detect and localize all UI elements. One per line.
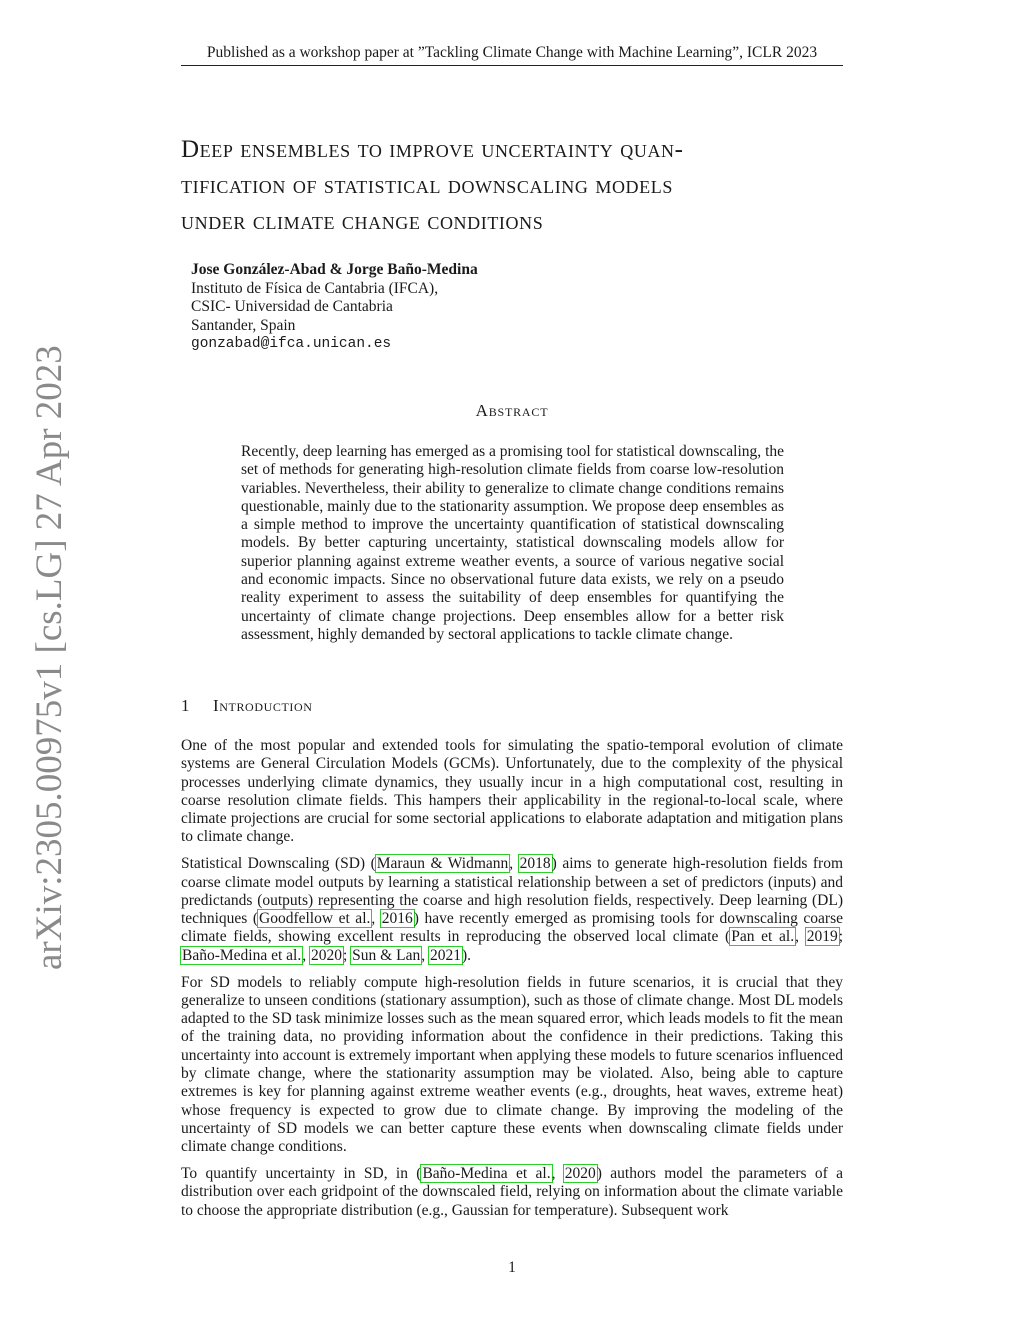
citation-link[interactable]: Pan et al. — [731, 928, 795, 946]
introduction-body — [181, 737, 843, 1228]
section-title: Introduction — [213, 696, 313, 715]
author-names: Jose González-Abad & Jorge Baño-Medina — [191, 261, 478, 278]
paragraph: One of the most popular and extended tools for simulating the spatio-temporal evolution of climate systems are General Circulation Models (GCMs). Unfortunately, due to the complexity of the physical processes underlying climate dynamics, they usually incur in a high computational cost, resulting in coarse resolution climate fields. This hampers their applicability in the regional-to-local scale, where climate projections are crucial for some sectorial applications to elaborate adaptation and mitigation plans to climate change. — [181, 737, 843, 846]
citation-link[interactable]: 2020 — [564, 1165, 596, 1183]
citation-link[interactable]: 2018 — [519, 855, 551, 873]
citation-link[interactable]: Maraun & Widmann — [376, 855, 509, 873]
citation-link[interactable]: Baño-Medina et al. — [182, 946, 302, 964]
citation-link[interactable]: Goodfellow et al. — [259, 910, 371, 928]
citation-link[interactable]: 2016 — [381, 910, 413, 928]
paragraph: To quantify uncertainty in SD, in (Baño-Medina et al., 2020) authors model the parameters of a distribution over each gridpoint of the downscaled field, relying on information about the climate variable to choose the appropriate distribution (e.g., Gaussian for temperature). Subsequent work — [181, 1165, 843, 1219]
title-line: Deep ensembles to improve uncertainty quan- — [181, 136, 684, 163]
citation-link[interactable]: 2020 — [310, 946, 342, 964]
arxiv-identifier: arXiv:2305.00975v1 [cs.LG] 27 Apr 2023 — [29, 345, 70, 970]
author-block — [191, 261, 478, 354]
paper-title — [181, 132, 851, 240]
affiliation-line: Instituto de Física de Cantabria (IFCA), — [191, 279, 439, 297]
citation-link[interactable]: 2019 — [806, 928, 838, 946]
paragraph: For SD models to reliably compute high-resolution fields in future scenarios, it is crucial that they generalize to unseen conditions (stationary assumption), such as those of climate change. Most DL models adapted to the SD task minimize losses such as the mean squared error, which leads models to fit the mean of the training data, no providing information about the confidence in their predictions. Taking this uncertainty into account is extremely important when applying these models to future scenarios influenced by climate change, where the stationarity assumption may be violated. Also, being able to capture extremes is key for planning against extreme weather events (e.g., droughts, heat waves, extreme heat) whose frequency is expected to grow due to climate change. By improving the modeling of the uncertainty of SD models we can better capture these events when downscaling climate fields under climate change conditions. — [181, 973, 843, 1156]
citation-link[interactable]: Sun & Lan — [352, 946, 421, 964]
citation-link[interactable]: Baño-Medina et al. — [422, 1165, 551, 1183]
section-number: 1 — [181, 696, 191, 715]
abstract-heading: Abstract — [475, 401, 549, 420]
paragraph: Statistical Downscaling (SD) (Maraun & Widmann, 2018) aims to generate high-resolution fields from coarse climate model outputs by learning a statistical relationship between a set of predictors (inputs) and predictands (outputs) representing the coarse and high resolution fields, respectively. Deep learning (DL) techniques (Goodfellow et al., 2016) have recently emerged as promising tools for downscaling coarse climate fields, showing excellent results in reproducing the observed local climate (Pan et al., 2019; Baño-Medina et al., 2020; Sun & Lan, 2021). — [181, 855, 844, 964]
affiliation-line: CSIC- Universidad de Cantabria — [191, 298, 393, 316]
page-number: 1 — [508, 1259, 516, 1276]
section-heading — [181, 696, 313, 716]
title-line: tification of statistical downscaling models — [181, 172, 673, 199]
citation-link[interactable]: 2021 — [429, 946, 461, 964]
affiliation-line: Santander, Spain — [191, 316, 296, 334]
author-email[interactable]: gonzabad@ifca.unican.es — [191, 336, 392, 353]
abstract-text: Recently, deep learning has emerged as a promising tool for statistical downscaling, the set of methods for generating high-resolution climate fields from coarse low-resolution variables. Nevertheless, their ability to generalize to climate change conditions remains questionable, mainly due to the stationarity assumption. We propose deep ensembles as a simple method to improve the uncertainty quantification of statistical downscaling models. By better capturing uncertainty, statistical downscaling models allow for superior planning against extreme weather events, a source of various negative social and economic impacts. Since no observational future data exists, we rely on a pseudo reality experiment to assess the suitability of deep ensembles for quantifying the uncertainty of climate change projections. Deep ensembles allow for a better risk assessment, highly demanded by sectoral applications to tackle climate change. — [241, 443, 784, 643]
title-line: under climate change conditions — [181, 208, 544, 235]
running-header: Published as a workshop paper at ”Tackling Climate Change with Machine Learning”, ICLR 2023 — [181, 44, 843, 66]
